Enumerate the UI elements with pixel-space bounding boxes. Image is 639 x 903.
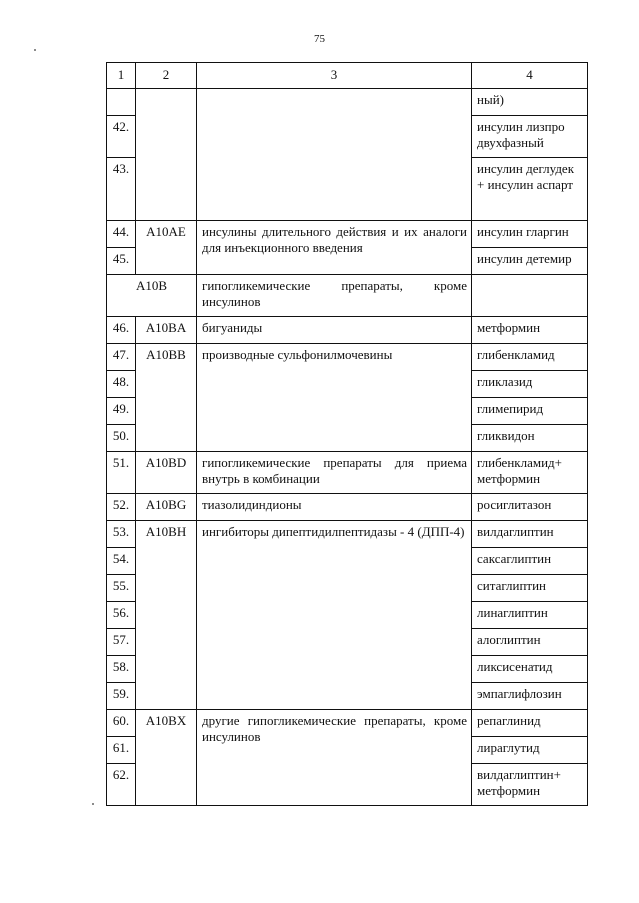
group-name: бигуаниды <box>197 317 472 344</box>
drug-name: гликвидон <box>472 425 588 452</box>
drug-classification-table <box>106 62 588 806</box>
drug-name: саксаглиптин <box>472 548 588 575</box>
drug-name: инсулин гларгин <box>472 221 588 248</box>
table-row <box>107 344 588 371</box>
drug-name: метформин <box>472 317 588 344</box>
drug-name: ситаглиптин <box>472 575 588 602</box>
drug-name: линаглиптин <box>472 602 588 629</box>
group-name: инсулины длительного действия и их аналоги для инъекционного введения <box>197 221 472 275</box>
row-number: 42. <box>107 116 136 158</box>
atc-code: A10BD <box>136 452 197 494</box>
page-number: 75 <box>314 33 325 45</box>
header-col-2: 2 <box>136 63 197 89</box>
row-number: 57. <box>107 629 136 656</box>
scan-speck <box>34 49 36 51</box>
drug-name: инсулин деглудек + инсулин аспарт <box>472 158 588 221</box>
atc-code: A10BG <box>136 494 197 521</box>
drug-name: ликсисенатид <box>472 656 588 683</box>
atc-code: A10BA <box>136 317 197 344</box>
drug-name: ный) <box>472 89 588 116</box>
row-number: 58. <box>107 656 136 683</box>
row-number: 55. <box>107 575 136 602</box>
header-col-3: 3 <box>197 63 472 89</box>
group-name: тиазолидиндионы <box>197 494 472 521</box>
scan-speck <box>92 803 94 805</box>
row-number: 47. <box>107 344 136 371</box>
table-row <box>107 710 588 737</box>
atc-code <box>136 89 197 221</box>
group-name <box>197 89 472 221</box>
group-name: другие гипогликемические препараты, кроме инсулинов <box>197 710 472 806</box>
header-col-4: 4 <box>472 63 588 89</box>
group-name: гипогликемические препараты для приема внутрь в комбинации <box>197 452 472 494</box>
row-number: 56. <box>107 602 136 629</box>
row-number: 61. <box>107 737 136 764</box>
drug-name: инсулин лизпро двухфазный <box>472 116 588 158</box>
header-col-1: 1 <box>107 63 136 89</box>
drug-name: эмпаглифлозин <box>472 683 588 710</box>
row-number: 51. <box>107 452 136 494</box>
row-number: 52. <box>107 494 136 521</box>
atc-code: A10AE <box>136 221 197 275</box>
table-row <box>107 221 588 248</box>
row-number: 46. <box>107 317 136 344</box>
row-number: 62. <box>107 764 136 806</box>
group-name: гипогликемические препараты, кроме инсулинов <box>197 275 472 317</box>
table-row <box>107 89 588 116</box>
row-number: 44. <box>107 221 136 248</box>
row-number: 60. <box>107 710 136 737</box>
drug-name: глимепирид <box>472 398 588 425</box>
drug-name: лираглутид <box>472 737 588 764</box>
row-number: 48. <box>107 371 136 398</box>
drug-name: глибенкламид+ метформин <box>472 452 588 494</box>
atc-code: A10B <box>107 275 197 317</box>
row-number: 54. <box>107 548 136 575</box>
row-number: 53. <box>107 521 136 548</box>
row-number <box>107 89 136 116</box>
drug-name: вилдаглиптин+ метформин <box>472 764 588 806</box>
row-number: 45. <box>107 248 136 275</box>
row-number: 49. <box>107 398 136 425</box>
table-row <box>107 521 588 548</box>
drug-name: вилдаглиптин <box>472 521 588 548</box>
atc-code: A10BX <box>136 710 197 806</box>
atc-code: A10BB <box>136 344 197 452</box>
row-number: 50. <box>107 425 136 452</box>
drug-name <box>472 275 588 317</box>
table-row <box>107 452 588 494</box>
drug-name: гликлазид <box>472 371 588 398</box>
drug-name: росиглитазон <box>472 494 588 521</box>
group-name: производные сульфонилмочевины <box>197 344 472 452</box>
drug-name: глибенкламид <box>472 344 588 371</box>
table-header-row <box>107 63 588 89</box>
table-row <box>107 317 588 344</box>
table-row <box>107 494 588 521</box>
drug-name: инсулин детемир <box>472 248 588 275</box>
table-row-group <box>107 275 588 317</box>
row-number: 59. <box>107 683 136 710</box>
atc-code: A10BH <box>136 521 197 710</box>
group-name: ингибиторы дипептидилпептидазы - 4 (ДПП-4) <box>197 521 472 710</box>
drug-name: алоглиптин <box>472 629 588 656</box>
row-number: 43. <box>107 158 136 221</box>
drug-name: репаглинид <box>472 710 588 737</box>
